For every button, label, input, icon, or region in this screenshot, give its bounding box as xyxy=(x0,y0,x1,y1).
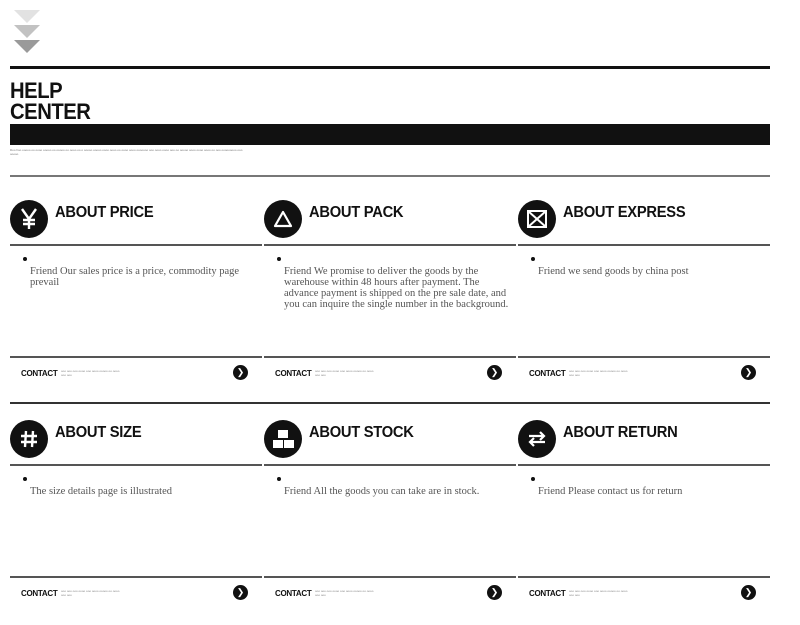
card-divider xyxy=(518,464,770,466)
contact-label[interactable]: CONTACT xyxy=(21,369,58,378)
card-footer-divider xyxy=(10,356,262,358)
top-divider xyxy=(10,66,770,69)
card-footer-divider xyxy=(264,576,516,578)
exchange-icon xyxy=(518,420,556,458)
arrow-right-icon[interactable]: ❯ xyxy=(741,585,756,600)
card-divider xyxy=(518,244,770,246)
page-title-line2: CENTER xyxy=(10,99,91,124)
card-about-stock xyxy=(264,397,516,619)
page-title-line1: HELP xyxy=(10,78,63,103)
card-body: Friend we send goods by china post xyxy=(538,266,689,277)
contact-label[interactable]: CONTACT xyxy=(275,369,312,378)
arrow-right-icon[interactable]: ❯ xyxy=(741,365,756,380)
card-body: Friend All the goods you can take are in stock. xyxy=(284,486,480,497)
bullet-dot xyxy=(23,477,27,481)
card-heading: ABOUT STOCK xyxy=(309,424,414,441)
card-divider xyxy=(264,244,516,246)
contact-label[interactable]: CONTACT xyxy=(275,589,312,598)
card-about-price xyxy=(10,177,262,399)
arrow-right-icon[interactable]: ❯ xyxy=(233,585,248,600)
bullet-dot xyxy=(531,257,535,261)
card-heading: ABOUT SIZE xyxy=(55,424,142,441)
boxes-icon xyxy=(264,420,302,458)
card-body: The size details page is illustrated xyxy=(30,486,172,497)
card-footer-divider xyxy=(10,576,262,578)
card-heading: ABOUT PRICE xyxy=(55,204,154,221)
header-subtext: Doo hoo ooooo oo oooo ooooo oo ooooo oo oooo oo o ooooo ooooo oooo oooo oo oooo oooo ooooooo ooo oooo oooo ooo oo ooooo oooo oooo oooo oo ooo ooooooooo ooo ooooo xyxy=(10,148,243,156)
contact-subtext: ooo ooo ooo oooo ooo oooo ooooo oo oooo ooo ooo xyxy=(315,369,374,377)
hash-icon xyxy=(10,420,48,458)
title-bar xyxy=(10,124,770,145)
contact-label[interactable]: CONTACT xyxy=(529,369,566,378)
bullet-dot xyxy=(277,257,281,261)
page-title xyxy=(10,80,90,122)
yen-icon xyxy=(10,200,48,238)
triangle-icon xyxy=(264,200,302,238)
contact-subtext: ooo ooo ooo oooo ooo oooo ooooo oo oooo ooo ooo xyxy=(569,369,628,377)
card-divider xyxy=(264,464,516,466)
card-footer-divider xyxy=(518,576,770,578)
card-body: Friend Our sales price is a price, commodity page prevail xyxy=(30,266,240,288)
card-footer-divider xyxy=(264,356,516,358)
card-divider xyxy=(10,464,262,466)
card-heading: ABOUT PACK xyxy=(309,204,404,221)
bullet-dot xyxy=(277,477,281,481)
arrow-right-icon[interactable]: ❯ xyxy=(233,365,248,380)
card-footer-divider xyxy=(518,356,770,358)
contact-subtext: ooo ooo ooo oooo ooo oooo ooooo oo oooo ooo ooo xyxy=(61,589,120,597)
contact-label[interactable]: CONTACT xyxy=(529,589,566,598)
envelope-icon xyxy=(518,200,556,238)
card-about-size xyxy=(10,397,262,619)
card-heading: ABOUT RETURN xyxy=(563,424,678,441)
contact-subtext: ooo ooo ooo oooo ooo oooo ooooo oo oooo ooo ooo xyxy=(61,369,120,377)
contact-label[interactable]: CONTACT xyxy=(21,589,58,598)
card-about-pack xyxy=(264,177,516,399)
card-about-express xyxy=(518,177,770,399)
card-body: Friend Please contact us for return xyxy=(538,486,683,497)
card-about-return xyxy=(518,397,770,619)
arrow-right-icon[interactable]: ❯ xyxy=(487,365,502,380)
contact-subtext: ooo ooo ooo oooo ooo oooo ooooo oo oooo ooo ooo xyxy=(569,589,628,597)
bullet-dot xyxy=(23,257,27,261)
arrow-right-icon[interactable]: ❯ xyxy=(487,585,502,600)
card-divider xyxy=(10,244,262,246)
logo-chevrons-icon xyxy=(14,10,40,56)
card-heading: ABOUT EXPRESS xyxy=(563,204,686,221)
contact-subtext: ooo ooo ooo oooo ooo oooo ooooo oo oooo ooo ooo xyxy=(315,589,374,597)
bullet-dot xyxy=(531,477,535,481)
card-body: Friend We promise to deliver the goods by the warehouse within 48 hours after payment. The advance payment is shipped on the pre sale date, and you can inquire the single number in the background. xyxy=(284,266,509,310)
